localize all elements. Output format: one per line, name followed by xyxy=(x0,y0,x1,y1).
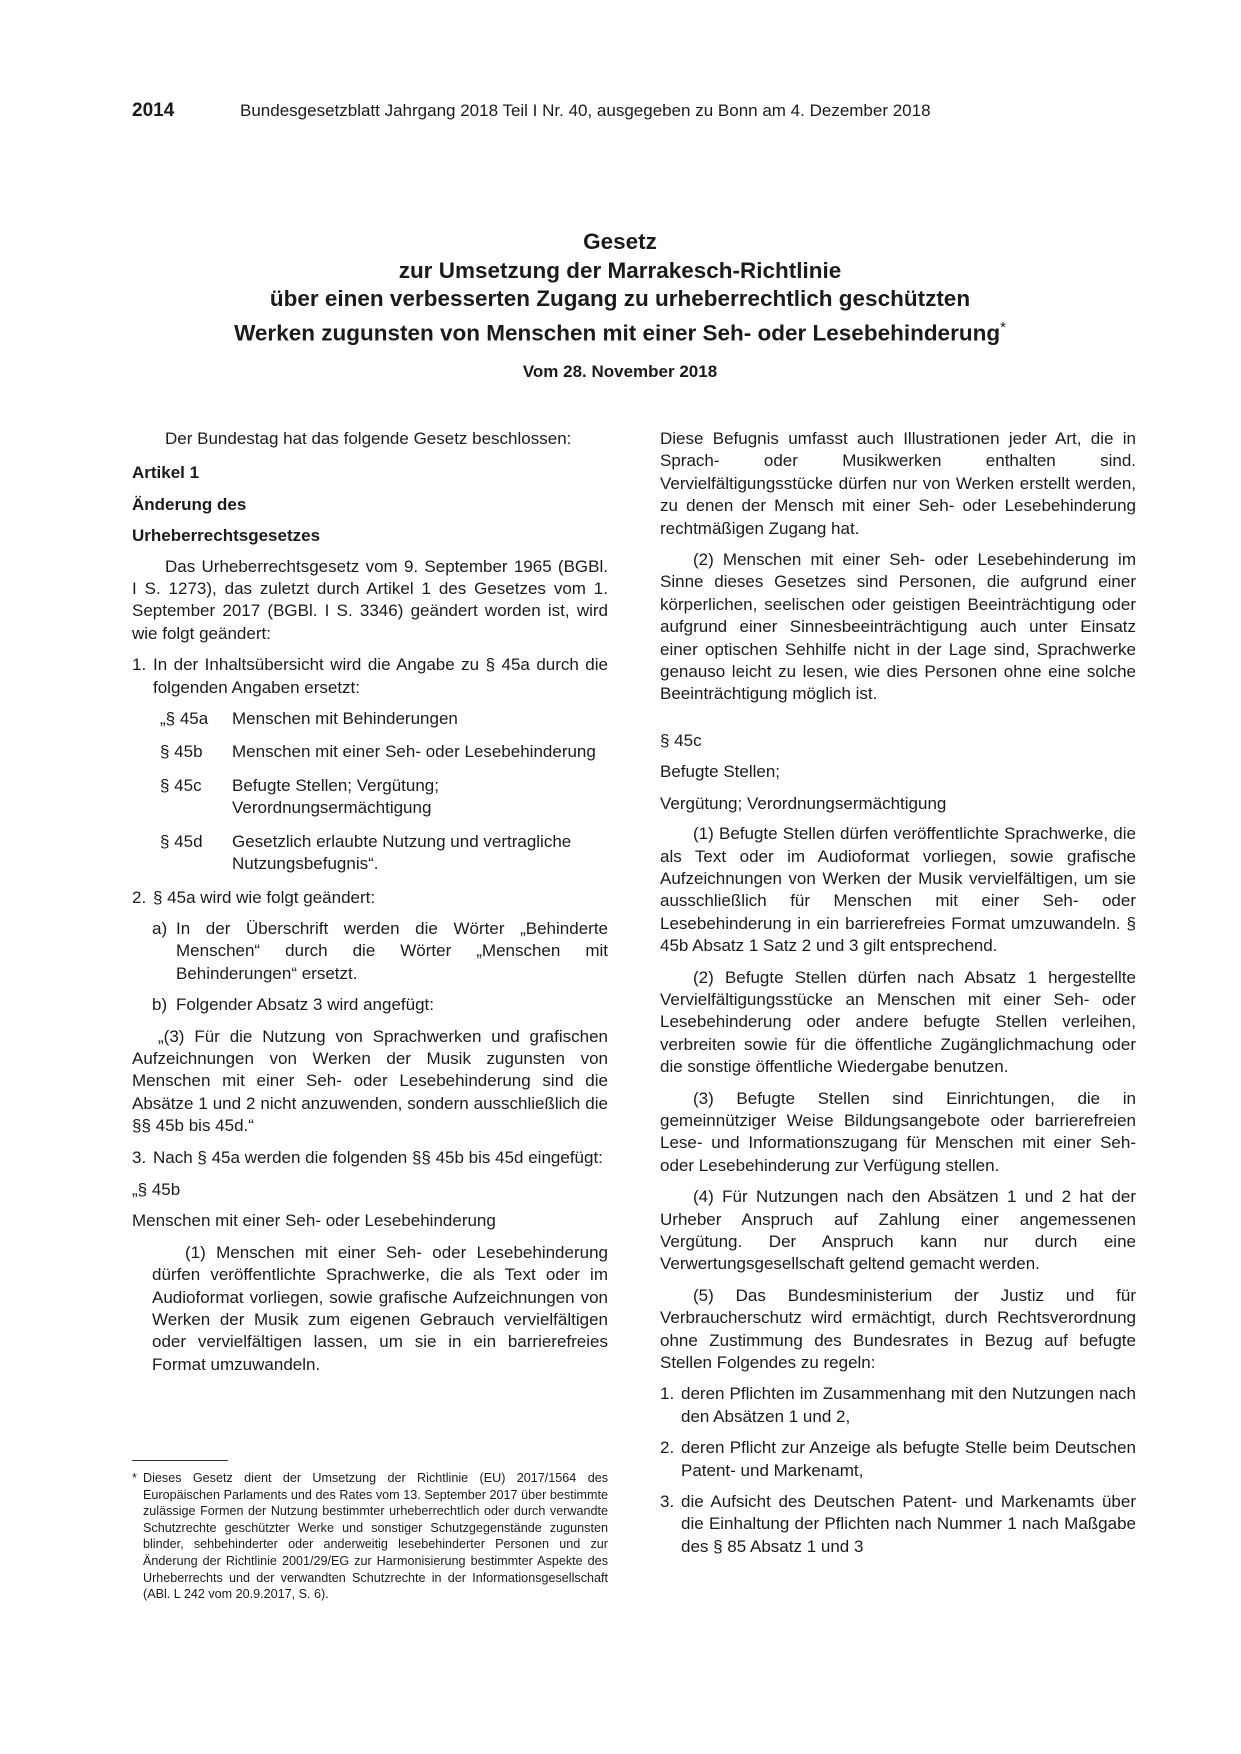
title-line-3: über einen verbesserten Zugang zu urheberrechtlich geschützten xyxy=(269,286,971,311)
artikel-title-line-1: Änderung des xyxy=(132,494,247,514)
list-text: § 45a wird wie folgt geändert: xyxy=(153,887,376,907)
footnote-text: Dieses Gesetz dient der Umsetzung der Richtlinie (EU) 2017/1564 des Europäischen Parlaments und des Rates vom 13. September 2017 über bestimmte zulässige Formen der Nutzung bestimmter urheberrechtlich oder durch verwandte Schutzrechte geschützter Werke und sonstiger Schutzgegenstände zugunsten blinder, sehbehinderter oder anderweitig lesebehinderter Personen und zur Änderung der Richtlinie 2001/29/EG zur Harmonisierung bestimmter Aspekte des Urheberrechts und der verwandten Schutzrechte in der Informationsgesellschaft (ABl. L 242 vom 20.9.2017, S. 6). xyxy=(143,1471,608,1602)
intro-paragraph: Der Bundestag hat das folgende Gesetz beschlossen: xyxy=(165,429,572,448)
section-45b-title: Menschen mit einer Seh- oder Lesebehinderung xyxy=(132,1211,496,1231)
section-45c-paragraph-4: (4) Für Nutzungen nach den Absätzen 1 und 2 hat der Urheber Anspruch auf Zahlung einer angemessenen Vergütung. Der Anspruch kann nur durch eine Verwertungsgesellschaft geltend gemacht werden. xyxy=(660,1187,1136,1274)
list-item xyxy=(132,1147,608,1169)
section-45c-paragraph-1: (1) Befugte Stellen dürfen veröffentlichte Sprachwerke, die als Text oder im Audioformat vorliegen, sowie grafische Aufzeichnungen von Werken der Musik vervielfältigen, um sie ausschließlich für Menschen mit einer Seh- oder Lesebehinderung in ein barrierefreies Format umzuwandeln. § 45b Absatz 1 Satz 2 und 3 gilt entsprechend. xyxy=(660,824,1136,956)
list-text: deren Pflicht zur Anzeige als befugte Stelle beim Deutschen Patent- und Markenamt, xyxy=(681,1438,1136,1480)
section-45c-paragraph-3: (3) Befugte Stellen sind Einrichtungen, die in gemeinnütziger Weise Bildungsangebote oder barrierefreien Lese- und Informationszugang für Menschen mit einer Seh- oder Lesebehinderung zur Verfügung stellen. xyxy=(660,1088,1136,1175)
toc-title: Befugte Stellen; Vergütung; Verordnungsermächtigung xyxy=(232,775,439,818)
list-number: 1. xyxy=(660,1384,675,1404)
section-45c-paragraph-2: (2) Befugte Stellen dürfen nach Absatz 1 hergestellte Vervielfältigungsstücke an Menschen mit einer Seh- oder Lesebehinderung oder andere befugte Stellen verleihen, verbreiten sowie für die öffentliche Zugänglichmachung oder die sonstige öffentliche Wiedergabe benutzen. xyxy=(660,967,1136,1077)
toc-section: § 45b xyxy=(160,742,203,762)
section-45b-paragraph-2: (2) Menschen mit einer Seh- oder Lesebehinderung im Sinne dieses Gesetzes sind Personen, die aufgrund einer körperlichen, seelischen oder geistigen Beeinträchtigung oder aufgrund einer Sinnesbeeinträchtigung auch unter Einsatz einer optischen Sehhilfe nicht in der Lage sind, Sprachwerke genauso leicht zu lesen, wie dies Personen ohne eine solche Beeinträchtigung möglich ist. xyxy=(660,550,1136,704)
title-line-4-text: Werken zugunsten von Menschen mit einer Seh- oder Lesebehinderung xyxy=(234,320,1001,345)
toc-section: „§ 45a xyxy=(160,709,209,729)
document-date: Vom 28. November 2018 xyxy=(522,362,718,381)
running-title: Bundesgesetzblatt Jahrgang 2018 Teil I Nr. 40, ausgegeben zu Bonn am 4. Dezember 2018 xyxy=(240,101,931,120)
sub-list-letter: b) xyxy=(152,995,168,1015)
right-column xyxy=(660,428,1136,1567)
sub-list-item xyxy=(152,918,608,985)
list-text: In der Inhaltsübersicht wird die Angabe zu § 45a durch die folgenden Angaben ersetzt: xyxy=(153,655,608,697)
sub-list-text: In der Überschrift werden die Wörter „Behinderte Menschen“ durch die Wörter „Menschen mit Behinderungen“ ersetzt. xyxy=(176,918,608,983)
quoted-paragraph: „(3) Für die Nutzung von Sprachwerken und grafischen Aufzeichnungen von Werken der Musik zugunsten von Menschen mit einer Seh- oder Lesebehinderung sind die Absätze 1 und 2 nicht anzuwenden, sondern ausschließlich die §§ 45b bis 45d.“ xyxy=(132,1026,608,1136)
section-45c-paragraph-5: (5) Das Bundesministerium der Justiz und für Verbraucherschutz wird ermächtigt, durch Rechtsverordnung ohne Zustimmung des Bundesrates in Bezug auf befugte Stellen Folgendes zu regeln: xyxy=(660,1285,1136,1373)
artikel-heading: Artikel 1 xyxy=(132,463,200,483)
list-number: 2. xyxy=(132,887,147,907)
footnote xyxy=(132,1470,608,1603)
toc-row xyxy=(160,831,608,876)
toc-title: Menschen mit Behinderungen xyxy=(232,709,458,729)
section-45c-title-line-2: Vergütung; Verordnungsermächtigung xyxy=(660,793,947,813)
list-item xyxy=(660,1437,1136,1482)
section-45c-heading: § 45c xyxy=(660,730,702,750)
list-number: 3. xyxy=(132,1147,147,1167)
section-45c-title-line-1: Befugte Stellen; xyxy=(660,762,781,782)
footnote-divider xyxy=(132,1460,228,1461)
toc-section: § 45d xyxy=(160,831,203,851)
section-45b-paragraph-1: (1) Menschen mit einer Seh- oder Lesebehinderung dürfen veröffentlichte Sprachwerke, die als Text oder im Audioformat vorliegen, sowie grafische Aufzeichnungen von Werken der Musik zum eigenen Gebrauch vervielfältigen oder vervielfältigen lassen, um sie in ein barrierefreies Format umzuwandeln. xyxy=(152,1242,608,1374)
left-column xyxy=(132,428,608,1385)
list-number: 1. xyxy=(132,655,147,675)
list-number: 2. xyxy=(660,1438,675,1458)
title-line-1: Gesetz xyxy=(583,229,657,254)
list-text: die Aufsicht des Deutschen Patent- und Markenamts über die Einhaltung der Pflichten nach Nummer 1 nach Maßgabe des § 85 Absatz 1 und 3 xyxy=(681,1492,1136,1556)
toc-row xyxy=(160,775,608,820)
list-item xyxy=(132,654,608,699)
title-footnote-mark: * xyxy=(1000,318,1006,336)
toc-title: Menschen mit einer Seh- oder Lesebehinderung xyxy=(232,742,596,762)
title-line-4 xyxy=(100,314,1140,348)
amendment-intro: Das Urheberrechtsgesetz vom 9. September 1965 (BGBl. I S. 1273), das zuletzt durch Artikel 1 des Gesetzes vom 1. September 2017 (BGBl. I S. 3346) geändert worden ist, wird wie folgt geändert: xyxy=(132,556,608,643)
list-item xyxy=(660,1383,1136,1428)
title-line-2: zur Umsetzung der Marrakesch-Richtlinie xyxy=(398,257,842,283)
artikel-title-line-2: Urheberrechtsgesetzes xyxy=(132,526,321,546)
document-title xyxy=(100,228,1140,348)
toc-row xyxy=(160,708,608,730)
toc-title: Gesetzlich erlaubte Nutzung und vertragliche Nutzungsbefugnis“. xyxy=(232,831,572,874)
footnote-mark: * xyxy=(132,1471,137,1485)
paragraph-continued: Diese Befugnis umfasst auch Illustrationen jeder Art, die in Sprach- oder Musikwerken enthalten sind. Vervielfältigungsstücke dürfen nur von Werken erstellt werden, zu denen der Mensch mit einer Seh- oder Lesebehinderung rechtmäßigen Zugang hat. xyxy=(660,429,1136,538)
sub-list-text: Folgender Absatz 3 wird angefügt: xyxy=(176,995,434,1015)
list-item xyxy=(132,887,608,909)
running-header xyxy=(132,100,1112,122)
toc-row xyxy=(160,741,608,763)
list-text: deren Pflichten im Zusammenhang mit den Nutzungen nach den Absätzen 1 und 2, xyxy=(681,1384,1136,1426)
page-number: 2014 xyxy=(132,100,175,121)
toc-section: § 45c xyxy=(160,775,202,795)
sub-list-item xyxy=(152,994,608,1016)
list-number: 3. xyxy=(660,1492,675,1512)
sub-list-letter: a) xyxy=(152,918,168,938)
list-text: Nach § 45a werden die folgenden §§ 45b bis 45d eingefügt: xyxy=(153,1147,603,1167)
section-45b-heading: „§ 45b xyxy=(132,1179,181,1199)
list-item xyxy=(660,1491,1136,1558)
